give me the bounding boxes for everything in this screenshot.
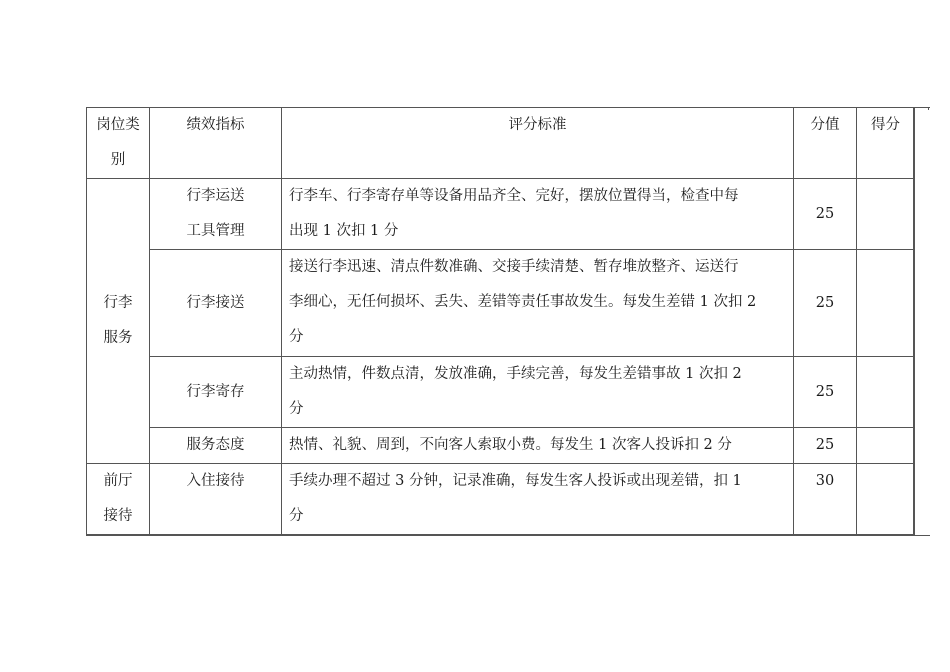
group-luggage-service (87, 179, 150, 464)
indicator-cell (150, 179, 282, 250)
score-cell[interactable] (857, 250, 915, 357)
indicator-cell: 入住接待 (150, 464, 282, 535)
table-edge-rule (928, 107, 929, 110)
group-label-line2: 服务 (103, 330, 133, 346)
header-score: 得分 (857, 108, 915, 179)
group-label-line1: 行李 (103, 295, 133, 311)
standard-line2: 出现 1 次扣 1 分 (289, 223, 399, 239)
points-cell: 25 (794, 357, 857, 428)
header-indicator: 绩效指标 (150, 108, 282, 179)
group-front-desk (87, 464, 150, 535)
header-category-line2: 别 (110, 152, 126, 168)
standard-cell (282, 357, 794, 428)
points-cell: 25 (794, 179, 857, 250)
standard-cell (282, 250, 794, 357)
score-cell[interactable] (857, 357, 915, 428)
score-cell[interactable] (857, 179, 915, 250)
table-row (87, 428, 915, 464)
indicator-cell: 行李寄存 (150, 357, 282, 428)
group-label-line1: 前厅 (103, 473, 133, 489)
score-cell[interactable] (857, 464, 915, 535)
indicator-line1: 行李运送 (186, 188, 245, 204)
standard-line1: 手续办理不超过 3 分钟，记录准确，每发生客人投诉或出现差错，扣 1 (289, 473, 742, 489)
standard-line1: 接送行李迅速、清点件数准确、交接手续清楚、暂存堆放整齐、运送行 (289, 259, 739, 275)
header-row (87, 108, 915, 179)
points-cell: 25 (794, 428, 857, 464)
header-category-line1: 岗位类 (96, 117, 140, 133)
indicator-cell: 服务态度 (150, 428, 282, 464)
standard-cell: 热情、礼貌、周到，不向客人索取小费。每发生 1 次客人投诉扣 2 分 (282, 428, 794, 464)
standard-line2: 分 (289, 508, 304, 524)
header-category (87, 108, 150, 179)
standard-line1: 主动热情，件数点清，发放准确，手续完善，每发生差错事故 1 次扣 2 (289, 366, 742, 382)
standard-line2: 李细心，无任何损坏、丢失、差错等责任事故发生。每发生差错 1 次扣 2 (289, 294, 757, 310)
points-cell: 25 (794, 250, 857, 357)
table-row (87, 464, 915, 535)
indicator-line2: 工具管理 (186, 223, 245, 239)
group-label-line2: 接待 (103, 508, 133, 524)
standard-line2: 分 (289, 401, 304, 417)
standard-cell (282, 464, 794, 535)
table-row (87, 250, 915, 357)
indicator-cell: 行李接送 (150, 250, 282, 357)
header-points: 分值 (794, 108, 857, 179)
header-standard: 评分标准 (282, 108, 794, 179)
points-cell: 30 (794, 464, 857, 535)
standard-cell (282, 179, 794, 250)
table-row (87, 179, 915, 250)
standard-line1: 行李车、行李寄存单等设备用品齐全、完好，摆放位置得当，检查中每 (289, 188, 739, 204)
score-cell[interactable] (857, 428, 915, 464)
table-row (87, 357, 915, 428)
performance-table (86, 107, 915, 535)
standard-line3: 分 (289, 329, 304, 345)
